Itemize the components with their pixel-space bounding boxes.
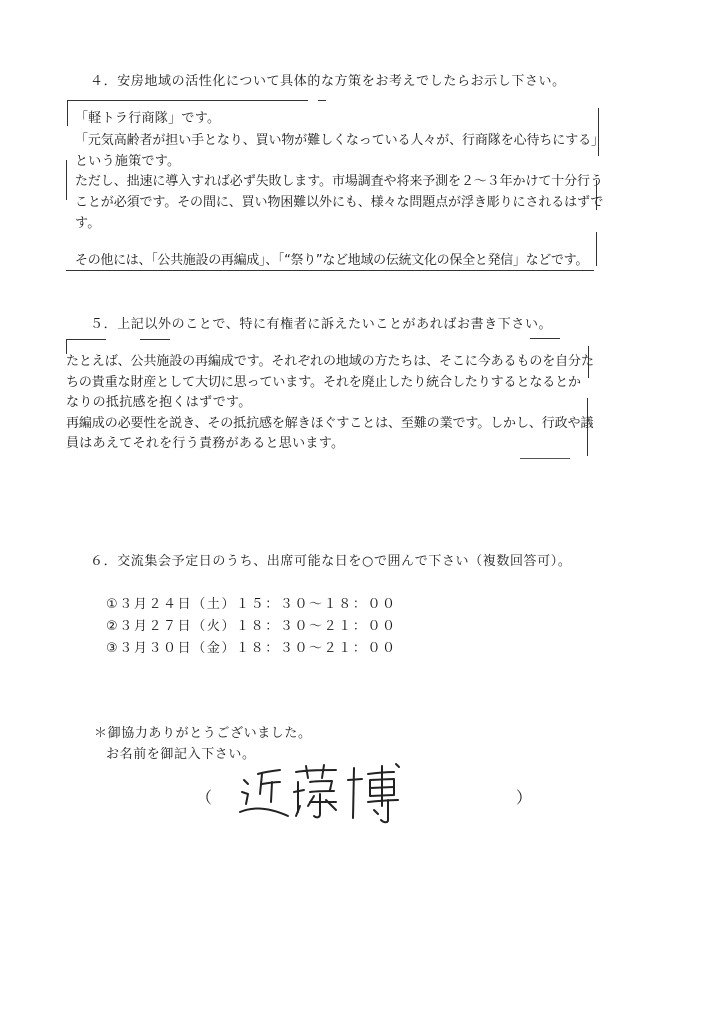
answer-line: す。	[75, 216, 101, 231]
answer-line: 再編成の必要性を説き、その抵抗感を解きほぐすことは、至難の業です。しかし、行政や議	[66, 416, 594, 431]
question-5-heading: ５．上記以外のことで、特に有権者に訴えたいことがあればお書き下さい。	[90, 317, 553, 332]
box-top-border	[318, 100, 326, 101]
box-top-border	[66, 339, 106, 340]
handwritten-signature	[236, 762, 406, 828]
answer-line: 「軽トラ行商隊」です。	[75, 111, 221, 126]
answer-line: たとえば、公共施設の再編成です。それぞれの地域の方たちは、そこに今あるものを自分た	[66, 354, 594, 369]
box-top-border	[68, 100, 308, 101]
scan-speck	[520, 458, 570, 459]
name-close-paren: ）	[516, 788, 533, 807]
answer-line: ただし、拙速に導入すれば必ず失敗します。市場調査や将来予測を２〜３年かけて十分行う	[75, 174, 603, 189]
name-prompt: お名前を御記入下さい。	[106, 747, 256, 762]
question-6-heading: ６．交流集会予定日のうち、出席可能な日を○で囲んで下さい（複数回答可）。	[90, 554, 572, 569]
box-top-border	[530, 338, 560, 339]
box-bottom-border	[66, 270, 594, 271]
answer-line: 員はあえてそれを行う責務があると思います。	[66, 436, 345, 451]
answer-line: ちの貴重な財産として大切に思っています。それを廃止したり統合したりするとなるとか	[66, 375, 581, 390]
answer-line: なりの抵抗感を抱くはずです。	[66, 395, 252, 410]
answer-line: ことが必須です。その間に、買い物困難以外にも、様々な問題点が浮き彫りにされるはずで	[75, 195, 604, 210]
option-march-24[interactable]: ①３月２４日（土）１５：３０〜１８：００	[106, 597, 397, 612]
box-right-border	[596, 232, 597, 266]
answer-line: という施策です。	[75, 154, 181, 169]
thanks-note: ＊御協力ありがとうございました。	[94, 726, 312, 741]
box-left-border	[66, 160, 67, 200]
option-march-27[interactable]: ②３月２７日（火）１８：３０〜２１：００	[106, 619, 397, 634]
box-left-border	[67, 100, 68, 126]
answer-line: その他には、「公共施設の再編成」、「“祭り”など地域の伝統文化の保全と発信」などです。	[75, 253, 589, 268]
question-4-heading: ４．安房地域の活性化について具体的な方策をお考えでしたらお示し下さい。	[90, 74, 566, 89]
name-open-paren: （	[196, 788, 213, 807]
option-march-30[interactable]: ③３月３０日（金）１８：３０〜２１：００	[106, 641, 397, 656]
box-top-border	[140, 339, 170, 340]
answer-line: 「元気高齢者が担い手となり、買い物が難しくなっている人々が、行商隊を心待ちにする」	[75, 133, 604, 148]
